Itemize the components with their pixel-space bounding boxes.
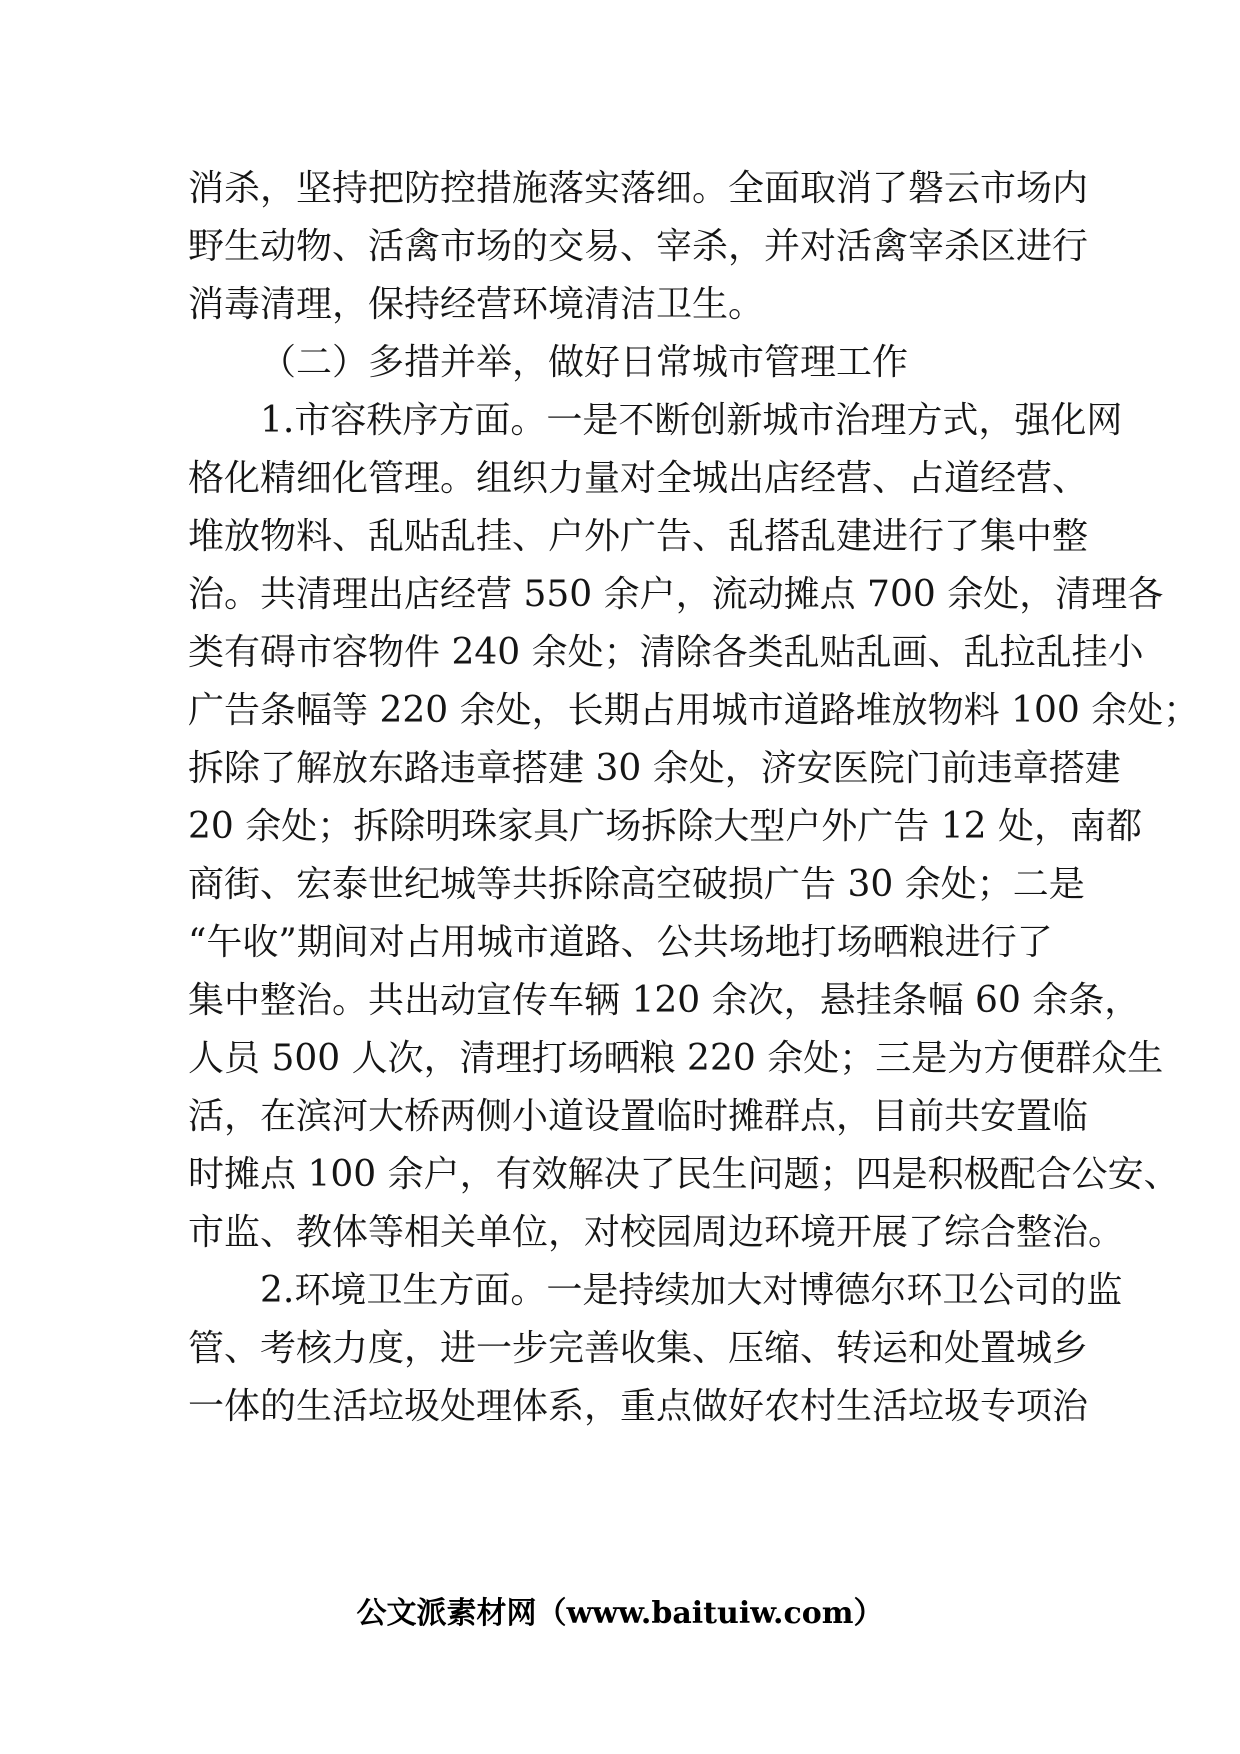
text-line: 人员 500 人次，清理打场晒粮 220 余处；三是为方便群众生 [188, 1038, 1164, 1079]
text-line: 拆除了解放东路违章搭建 30 余处，济安医院门前违章搭建 [188, 748, 1121, 789]
text-line: 活，在滨河大桥两侧小道设置临时摊群点，目前共安置临 [188, 1096, 1089, 1137]
text-line: 广告条幅等 220 余处，长期占用城市道路堆放物料 100 余处； [188, 690, 1200, 731]
text-line: 消杀，坚持把防控措施落实落细。全面取消了磐云市场内 [188, 168, 1089, 209]
text-line: 商街、宏泰世纪城等共拆除高空破损广告 30 余处；二是 [188, 864, 1085, 905]
text-line: 集中整治。共出动宣传车辆 120 余次，悬挂条幅 60 余条， [188, 980, 1141, 1021]
text-line: 20 余处；拆除明珠家具广场拆除大型户外广告 12 处，南都 [188, 806, 1142, 847]
text-line: 消毒清理，保持经营环境清洁卫生。 [188, 284, 765, 325]
text-line: 管、考核力度，进一步完善收集、压缩、转运和处置城乡 [188, 1328, 1089, 1369]
text-line: 一体的生活垃圾处理体系，重点做好农村生活垃圾专项治 [188, 1386, 1089, 1427]
text-line: 类有碍市容物件 240 余处；清除各类乱贴乱画、乱拉乱挂小 [188, 632, 1144, 673]
text-line: 堆放物料、乱贴乱挂、户外广告、乱搭乱建进行了集中整 [188, 516, 1089, 557]
text-line: 市监、教体等相关单位，对校园周边环境开展了综合整治。 [188, 1212, 1125, 1253]
page-footer: 公文派素材网（www.baituiw.com） [356, 1596, 884, 1631]
text-line: 格化精细化管理。组织力量对全城出店经营、占道经营、 [188, 458, 1089, 499]
paragraph-start: 2.环境卫生方面。一是持续加大对博德尔环卫公司的监 [260, 1270, 1123, 1311]
text-line: 时摊点 100 余户，有效解决了民生问题；四是积极配合公安、 [188, 1154, 1180, 1195]
text-line: 治。共清理出店经营 550 余户，流动摊点 700 余处，清理各 [188, 574, 1164, 615]
paragraph-start: 1.市容秩序方面。一是不断创新城市治理方式，强化网 [260, 400, 1123, 441]
section-heading: （二）多措并举，做好日常城市管理工作 [260, 342, 909, 383]
text-line: “午收”期间对占用城市道路、公共场地打场晒粮进行了 [188, 922, 1053, 963]
text-line: 野生动物、活禽市场的交易、宰杀，并对活禽宰杀区进行 [188, 226, 1089, 267]
